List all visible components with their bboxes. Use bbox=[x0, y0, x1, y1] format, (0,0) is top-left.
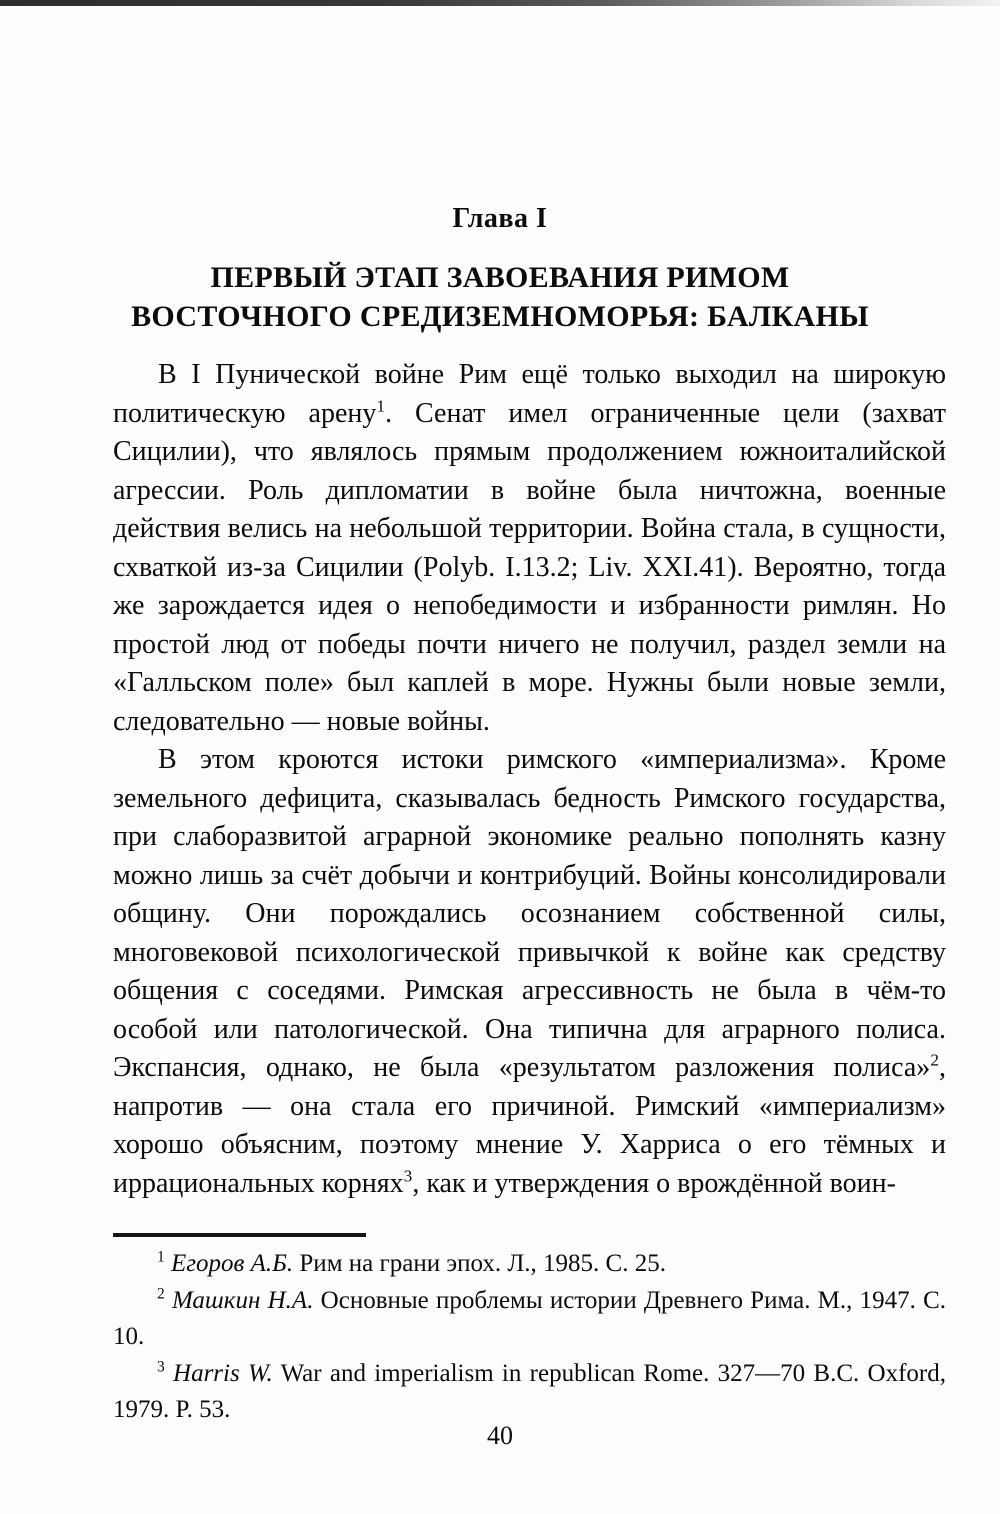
footnote: $^1$ Егоров А.Б. Рим на грани эпох. Л., 1985. С. 25. bbox=[157, 1248, 666, 1277]
footnote-author: Егоров А.Б. bbox=[164, 1250, 294, 1277]
footnote-number: 2 bbox=[157, 1285, 165, 1303]
footnote-number: 3 bbox=[157, 1358, 165, 1376]
scan-artifact-top-bar bbox=[0, 0, 1000, 6]
chapter-title bbox=[0, 258, 1000, 336]
chapter-heading: Глава I bbox=[452, 203, 548, 234]
footnote-author: Машкин Н.А. bbox=[164, 1286, 314, 1314]
footnote-marker: 2 bbox=[930, 1050, 939, 1070]
chapter-title-line: ПЕРВЫЙ ЭТАП ЗАВОЕВАНИЯ РИМОМ bbox=[210, 261, 790, 294]
footnote-number: 1 bbox=[157, 1248, 165, 1266]
page-number: 40 bbox=[487, 1421, 513, 1450]
chapter-title-line: ВОСТОЧНОГО СРЕДИЗЕМНОМОРЬЯ: БАЛКАНЫ bbox=[131, 300, 869, 333]
footnote: $^3$ Harris W. War and imperialism in republican Rome. 327—70 B.C. Oxford, 1979. P. 53. bbox=[113, 1358, 946, 1423]
footnotes bbox=[113, 1246, 946, 1429]
footnote-marker: 3 bbox=[403, 1166, 413, 1186]
footnote-author: Harris W. bbox=[164, 1359, 273, 1387]
footnote-separator-rule bbox=[113, 1233, 366, 1237]
footnote: $^2$ Машкин Н.А. Основные проблемы истории Древнего Рима. М., 1947. С. 10. bbox=[113, 1285, 947, 1350]
body-text bbox=[113, 356, 946, 1203]
footnote-marker: 1 bbox=[376, 396, 386, 416]
body-paragraph: В I Пунической войне Рим ещё только выходил на широкую политическую арену$^1$. Сенат имел ограниченные цели (захват Сицилии), что являлось прямым продолжением южноиталийской агрессии. Роль дипломатии в войне была ничтожна, военные действия велись на небольшой территории. Война стала, в сущности, схваткой из-за Сицилии (Polyb. I.13.2; Liv. XXI.41). Вероятно, тогда же зарождается идея о непобедимости и избранности римлян. Но простой люд от победы почти ничего не получил, раздел земли на «Галльском поле» был каплей в море. Нужны были новые земли, следовательно — новые войны. bbox=[113, 359, 946, 737]
body-paragraph: В этом кроются истоки римского «империализма». Кроме земельного дефицита, сказывалась бедность Римского государства, при слаборазвитой аграрной экономике реально пополнять казну можно лишь за счёт добычи и контрибуций. Войны консолидировали общину. Они порождались осознанием собственной силы, многовековой психологической привычкой к войне как средству общения с соседями. Римская агрессивность не была в чём-то особой или патологической. Она типична для аграрного полиса. Экспансия, однако, не была «результатом разложения полиса»$^2$, напротив — она стала его причиной. Римский «империализм» хорошо объясним, поэтому мнение У. Харриса о его тёмных и иррациональных корнях$^3$, как и утверждения о врождённой воин- bbox=[113, 744, 946, 1199]
